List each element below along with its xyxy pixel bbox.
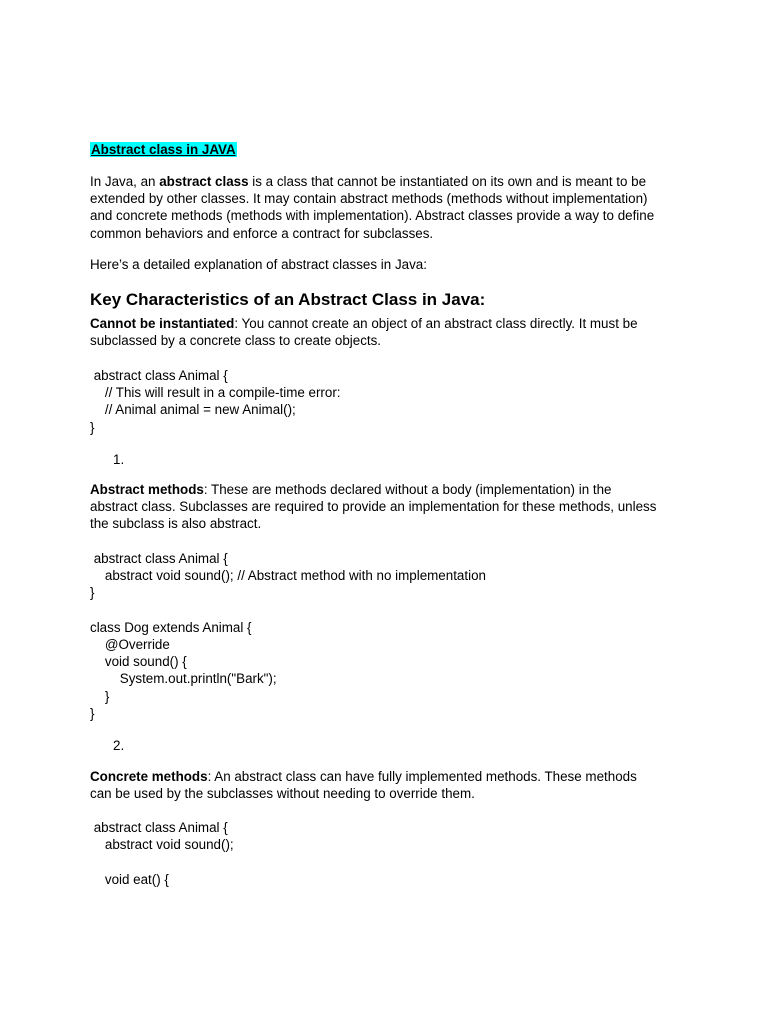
code-line: abstract void sound(); // Abstract method with no implementation [90, 568, 486, 584]
item-line2: abstract class. Subclasses are required to provide an implementation for these methods, unless [90, 499, 657, 515]
item-concrete-methods [90, 768, 690, 802]
explanation-intro: Here’s a detailed explanation of abstract classes in Java: [90, 257, 427, 272]
code-line: abstract class Animal { [90, 820, 228, 835]
item-line3: the subclass is also abstract. [90, 516, 262, 532]
code-line: abstract void sound(); [90, 837, 234, 853]
code-line: abstract class Animal { [90, 551, 228, 566]
intro-line3: and concrete methods (methods with implementation). Abstract classes provide a way to define [90, 208, 655, 224]
code-line [90, 853, 690, 870]
item-line1: : An abstract class can have fully implemented methods. These methods [207, 769, 637, 784]
title-highlight: Abstract class in JAVA [91, 142, 236, 157]
intro-line1-rest: is a class that cannot be instantiated on its own and is meant to be [248, 174, 647, 189]
code-line: class Dog extends Animal { [90, 619, 252, 635]
code-block-3 [90, 819, 690, 888]
item-term: Concrete methods [90, 769, 208, 784]
code-line: // Animal animal = new Animal(); [90, 402, 296, 418]
item-line2: can be used by the subclasses without needing to override them. [90, 786, 475, 802]
item-line1: : You cannot create an object of an abstract class directly. It must be [234, 316, 638, 331]
intro-line2: extended by other classes. It may contain abstract methods (methods without implementation) [90, 191, 648, 207]
code-line: System.out.println("Bark"); [90, 671, 277, 687]
intro-line4: common behaviors and enforce a contract for subclasses. [90, 225, 434, 241]
code-line: // This will result in a compile-time error: [90, 385, 341, 401]
document-title [90, 141, 690, 158]
list-number-1: 1. [113, 452, 125, 467]
code-line: void sound() { [90, 654, 187, 670]
intro-prefix: In Java, an [90, 174, 160, 189]
list-number-2: 2. [113, 738, 125, 753]
code-line: } [90, 419, 95, 435]
item-abstract-methods [90, 481, 690, 533]
item-term: Abstract methods [90, 482, 204, 497]
code-line [90, 602, 690, 619]
intro-bold-term: abstract class [159, 174, 249, 189]
code-line: @Override [90, 636, 170, 652]
section-heading: Key Characteristics of an Abstract Class in Java: [90, 290, 486, 309]
item-line1: : These are methods declared without a body (implementation) in the [203, 482, 612, 497]
code-line: } [90, 705, 95, 721]
item-line2: subclassed by a concrete class to create objects. [90, 333, 382, 349]
item-cannot-be-instantiated [90, 315, 690, 349]
code-line: void eat() { [90, 871, 169, 887]
item-term: Cannot be instantiated [90, 316, 235, 331]
code-block-2 [90, 550, 690, 722]
code-line: abstract class Animal { [90, 368, 228, 383]
code-line: } [90, 585, 95, 601]
code-block-1 [90, 367, 690, 436]
code-line: } [90, 688, 110, 704]
intro-paragraph [90, 173, 690, 242]
